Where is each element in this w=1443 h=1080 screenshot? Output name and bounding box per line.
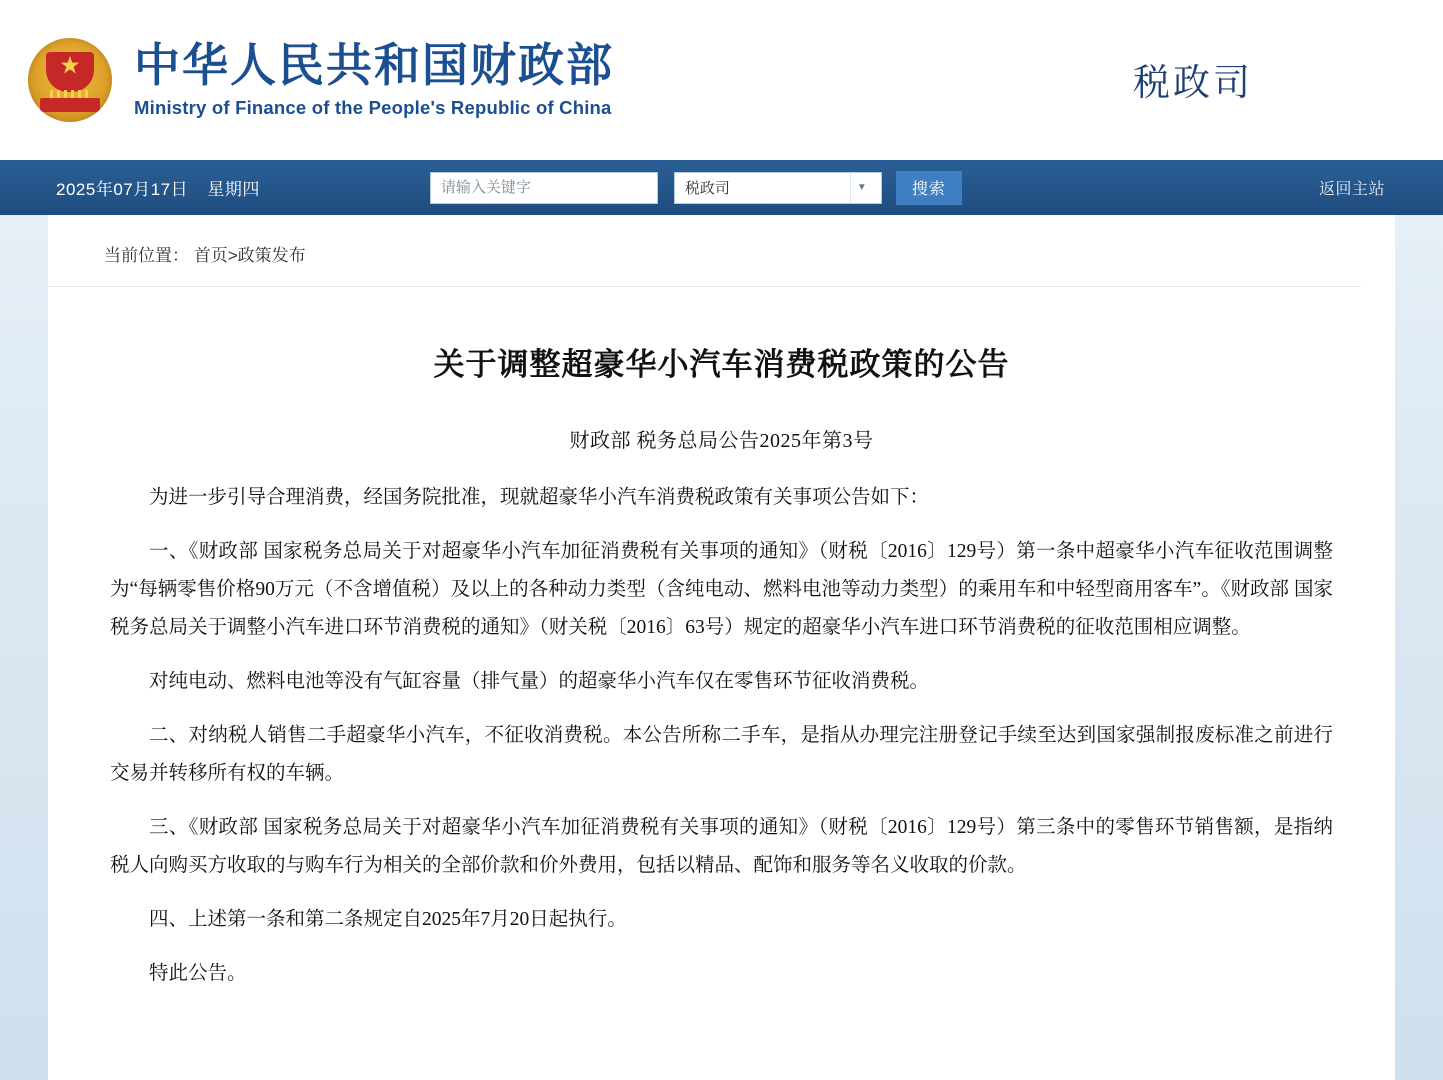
search-scope-select[interactable]: [674, 172, 882, 204]
document-paragraph: 为进一步引导合理消费，经国务院批准，现就超豪华小汽车消费税政策有关事项公告如下：: [149, 487, 930, 508]
breadcrumb-label: 当前位置：: [104, 246, 189, 265]
breadcrumb-path[interactable]: 首页>政策发布: [193, 246, 306, 265]
current-date: [56, 175, 260, 200]
document-paragraph: 一、《财政部 国家税务总局关于对超豪华小汽车加征消费税有关事项的通知》（财税〔2016〕129号）第一条中超豪华小汽车征收范围调整为“每辆零售价格90万元（不含增值税）及以上的各种动力类型（含纯电动、燃料电池等动力类型）的乘用车和中轻型商用客车”。《财政部 国家税务总局关于调整小汽车进口环节消费税的通知》（财关税〔2016〕63号）规定的超豪华小汽车进口环节消费税的征收范围相应调整。: [110, 541, 1333, 638]
site-title-block: [134, 41, 614, 120]
search-scope-value: 税政司: [684, 180, 730, 197]
document-title: 关于调整超豪华小汽车消费税政策的公告: [433, 347, 1010, 382]
site-header: [0, 0, 1443, 160]
breadcrumb: [48, 215, 1361, 287]
search-input[interactable]: [430, 172, 658, 204]
document-paragraph: 二、对纳税人销售二手超豪华小汽车，不征收消费税。本公告所称二手车，是指从办理完注册登记手续至达到国家强制报废标准之前进行交易并转移所有权的车辆。: [110, 725, 1333, 784]
chevron-down-icon: ▼: [850, 173, 873, 203]
document-paragraph: 特此公告。: [149, 963, 247, 984]
document-paragraph: 四、上述第一条和第二条规定自2025年7月20日起执行。: [149, 909, 627, 930]
content-card: [48, 215, 1395, 1080]
document-body: [48, 339, 1395, 993]
back-to-main-site-link[interactable]: 返回主站: [1318, 181, 1385, 198]
weekday-text: 星期四: [207, 180, 260, 199]
emblem-gate: [40, 98, 100, 112]
department-title: 税政司: [1133, 63, 1253, 104]
document-paragraph: 三、《财政部 国家税务总局关于对超豪华小汽车加征消费税有关事项的通知》（财税〔2016〕129号）第三条中的零售环节销售额，是指纳税人向购买方收取的与购车行为相关的全部价款和价外费用，包括以精品、配饰和服务等名义收取的价款。: [110, 817, 1333, 876]
site-title-en: Ministry of Finance of the People's Republic of China: [134, 97, 612, 119]
site-title-cn: 中华人民共和国财政部: [134, 39, 614, 91]
site-toolbar: [0, 160, 1443, 215]
search-button[interactable]: 搜索: [896, 171, 962, 205]
document-subtitle: 财政部 税务总局公告2025年第3号: [569, 430, 874, 452]
search-area: [430, 171, 962, 205]
document-paragraphs: [110, 479, 1333, 993]
national-emblem-icon: [28, 38, 112, 122]
document-paragraph: 对纯电动、燃料电池等没有气缸容量（排气量）的超豪华小汽车仅在零售环节征收消费税。: [149, 671, 930, 692]
emblem-beams: [50, 90, 90, 98]
date-text: 2025年07月17日: [56, 180, 189, 199]
